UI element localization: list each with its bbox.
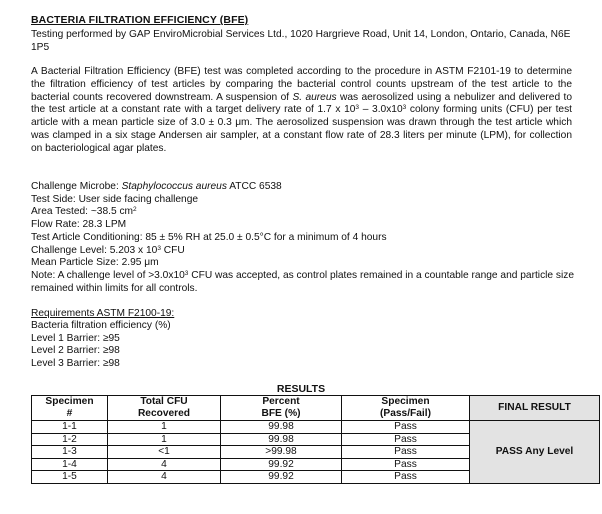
paragraph-part2: was aerosolized using a nebulizer and delivered to the test article at a constant rate with a target delivery rate of 1.7 x 10 (31, 91, 572, 116)
cell-bfe: 99.98 (221, 433, 342, 446)
requirements-block (31, 308, 174, 370)
testing-lab-line: Testing performed by GAP EnviroMicrobial Services Ltd., 1020 Hargrieve Road, Unit 14, London, Ontario, Canada, N6E 1P5 (31, 29, 571, 53)
paragraph-organism: S. aureus (292, 91, 337, 103)
challenge-microbe (31, 181, 576, 194)
cell-cfu: 4 (108, 471, 221, 484)
procedure-paragraph (31, 66, 572, 156)
area-text: Area Tested: ~38.5 cm (31, 206, 134, 218)
challenge-level-exp: 3 (157, 244, 161, 252)
cell-bfe: 99.98 (221, 421, 342, 434)
note-part-b: CFU was accepted, as control plates remained in a countable range and particle size remained within limits for all controls. (31, 269, 575, 294)
microbe-name: Staphylococcus aureus (121, 181, 227, 192)
microbe-label: Challenge Microbe: (31, 181, 122, 192)
table-row (32, 421, 600, 434)
results-title: RESULTS (276, 383, 326, 395)
cell-status: Pass (342, 421, 470, 434)
test-side: Test Side: User side facing challenge (31, 193, 199, 205)
area-tested (31, 206, 576, 219)
challenge-note (31, 270, 576, 295)
paragraph-part4: colony forming units (CFU) per test article with a mean particle size of 3.0 ± 0.3 μm. The aerosolized suspension was drawn through the test article which was clamped in a six stage Andersen air sampler, at a constant flow rate of 28.3 liters per minute (LPM), for collection on bacteriological agar plates. (31, 104, 572, 154)
note-exp: 3 (184, 269, 189, 277)
cell-status: Pass (342, 458, 470, 471)
requirements-heading: Requirements ASTM F2100-19: (31, 308, 175, 319)
cell-specimen: 1-5 (32, 471, 108, 484)
requirement-level2: Level 2 Barrier: ≥98 (31, 345, 120, 357)
cell-specimen: 1-2 (32, 433, 108, 446)
cell-specimen: 1-3 (32, 446, 108, 459)
challenge-level-text: Challenge Level: 5.203 x 10 (31, 244, 158, 256)
requirement-level1: Level 1 Barrier: ≥95 (31, 332, 120, 344)
cell-cfu: 4 (108, 458, 221, 471)
header-final-result: FINAL RESULT (470, 396, 600, 421)
results-table (31, 395, 600, 484)
requirement-level3: Level 3 Barrier: ≥98 (31, 357, 120, 369)
cell-bfe: 99.92 (221, 458, 342, 471)
header-pass-fail: Specimen (Pass/Fail) (342, 396, 470, 421)
requirements-bfe-line: Bacteria filtration efficiency (%) (31, 320, 171, 332)
paragraph-exp2: 3 (402, 104, 407, 112)
header-specimen: Specimen # (32, 396, 108, 421)
cell-cfu: <1 (108, 446, 221, 459)
cell-specimen: 1-4 (32, 458, 108, 471)
cell-bfe: >99.98 (221, 446, 342, 459)
article-conditioning: Test Article Conditioning: 85 ± 5% RH at 25.0 ± 0.5°C for a minimum of 4 hours (31, 231, 387, 243)
header-percent-bfe: Percent BFE (%) (221, 396, 342, 421)
cell-cfu: 1 (108, 421, 221, 434)
cell-bfe: 99.92 (221, 471, 342, 484)
area-exponent: 2 (133, 206, 137, 214)
cell-status: Pass (342, 471, 470, 484)
flow-rate: Flow Rate: 28.3 LPM (31, 219, 127, 231)
cell-status: Pass (342, 446, 470, 459)
microbe-strain: ATCC 6538 (226, 181, 282, 192)
header-total-cfu: Total CFU Recovered (108, 396, 221, 421)
paragraph-exp1: 3 (355, 104, 360, 112)
document-title: BACTERIA FILTRATION EFFICIENCY (BFE) (31, 14, 249, 26)
challenge-level-unit: CFU (160, 244, 185, 256)
mean-particle-size: Mean Particle Size: 2.95 μm (31, 257, 159, 269)
results-header-row (32, 396, 600, 421)
note-part-a: Note: A challenge level of >3.0x10 (31, 269, 185, 281)
cell-cfu: 1 (108, 433, 221, 446)
challenge-level (31, 245, 576, 258)
final-result-value: PASS Any Level (470, 421, 600, 484)
cell-specimen: 1-1 (32, 421, 108, 434)
test-details (31, 181, 576, 295)
cell-status: Pass (342, 433, 470, 446)
paragraph-part1: A Bacterial Filtration Efficiency (BFE) test was completed according to the procedure in ASTM F2101-19 to determine the filtration efficiency of test articles by comparing the bacterial control counts upstream of the test article to the bacterial counts recovered downstream. A suspension of (31, 66, 572, 103)
paragraph-part3: – 3.0x10 (359, 104, 403, 116)
